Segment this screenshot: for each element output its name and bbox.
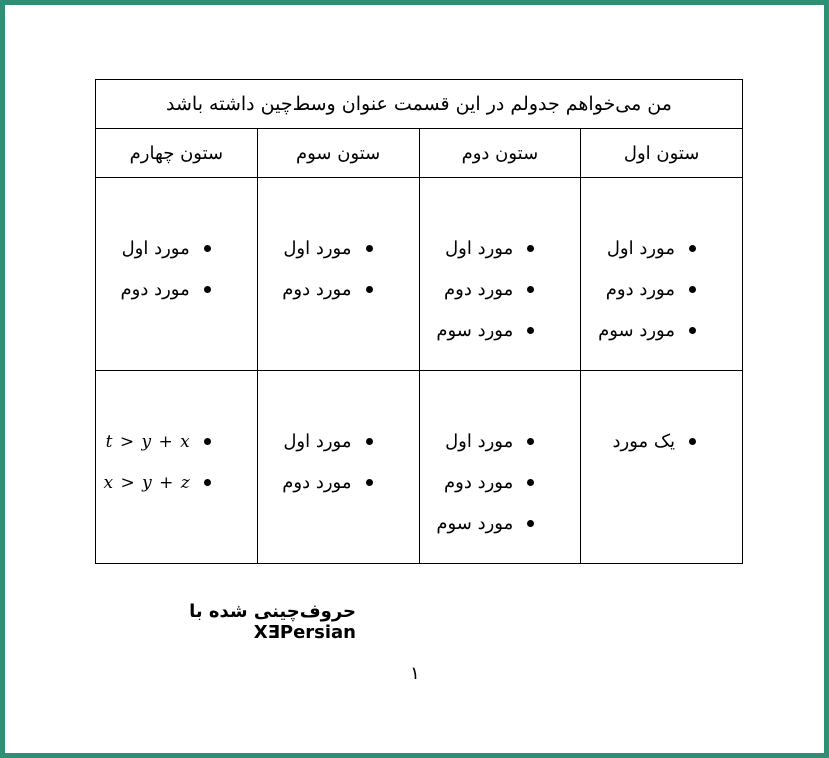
list-item (96, 269, 257, 310)
table-cell (419, 178, 581, 371)
list-item-text: مورد اول (121, 238, 190, 259)
list-item-text: مورد سوم (436, 320, 514, 341)
list-item (581, 228, 742, 269)
typeset-credit (96, 601, 356, 643)
table-row (96, 371, 743, 564)
table-cell (96, 178, 258, 371)
table-cell (581, 178, 743, 371)
bullet-icon (204, 479, 211, 486)
list-item-text: مورد دوم (282, 472, 352, 493)
bullet-icon (204, 286, 211, 293)
list-item-text: مورد سوم (598, 320, 675, 341)
bullet-list (581, 371, 742, 462)
list-item-text: مورد اول (283, 238, 352, 259)
list-item (581, 310, 742, 351)
bullet-list (581, 178, 742, 351)
bullet-icon (204, 438, 211, 445)
list-item (258, 228, 419, 269)
list-item (96, 421, 257, 462)
list-item (420, 269, 581, 310)
table-row (96, 178, 743, 371)
table-cell (419, 371, 581, 564)
bullet-list (420, 178, 581, 351)
bullet-list (258, 178, 419, 310)
bullet-icon (366, 438, 373, 445)
list-item (258, 269, 419, 310)
list-item (581, 421, 742, 462)
list-item-text: مورد سوم (436, 513, 514, 534)
list-item-text: مورد اول (606, 238, 675, 259)
bullet-icon (689, 245, 696, 252)
math-expression: t > y + x (105, 431, 190, 452)
xepersian-logo: XƎPersian (253, 622, 356, 643)
math-expression: x > y + z (103, 472, 190, 493)
bullet-icon (527, 245, 534, 252)
bullet-icon (689, 327, 696, 334)
bullet-icon (689, 286, 696, 293)
list-item-text: مورد اول (283, 431, 352, 452)
bullet-list (420, 371, 581, 544)
bullet-icon (527, 520, 534, 527)
header-col-4: ستون چهارم (96, 129, 258, 178)
page-number: ۱ (410, 663, 420, 684)
table-cell (257, 178, 419, 371)
title-row (96, 80, 743, 129)
bullet-list (96, 178, 257, 310)
header-col-3: ستون سوم (257, 129, 419, 178)
list-item (420, 310, 581, 351)
header-row (96, 129, 743, 178)
list-item-text: مورد اول (445, 238, 514, 259)
list-item-text: مورد دوم (444, 279, 514, 300)
bullet-icon (527, 327, 534, 334)
list-item (420, 462, 581, 503)
list-item (96, 228, 257, 269)
list-item-text: مورد دوم (605, 279, 675, 300)
table-title: من می‌خواهم جدولم در این قسمت عنوان وسط‌چین داشته باشد (96, 80, 743, 129)
list-item (420, 228, 581, 269)
list-item-text: مورد دوم (282, 279, 352, 300)
bullet-icon (527, 479, 534, 486)
typeset-credit-text: حروف‌چینی شده با (189, 601, 356, 622)
table-cell (96, 371, 258, 564)
list-item (581, 269, 742, 310)
table-cell (581, 371, 743, 564)
list-item-text: مورد دوم (120, 279, 190, 300)
bullet-icon (204, 245, 211, 252)
table-cell (257, 371, 419, 564)
list-item (258, 462, 419, 503)
list-item-text: مورد دوم (444, 472, 514, 493)
list-item (96, 462, 257, 503)
bullet-icon (366, 245, 373, 252)
list-item-text: یک مورد (612, 431, 675, 452)
header-col-2: ستون دوم (419, 129, 581, 178)
list-item-text: مورد اول (445, 431, 514, 452)
bullet-list (96, 371, 257, 503)
list-item (420, 503, 581, 544)
list-item (420, 421, 581, 462)
content-table (95, 79, 743, 564)
bullet-icon (527, 438, 534, 445)
header-col-1: ستون اول (581, 129, 743, 178)
list-item (258, 421, 419, 462)
bullet-list (258, 371, 419, 503)
bullet-icon (689, 438, 696, 445)
bullet-icon (366, 286, 373, 293)
bullet-icon (527, 286, 534, 293)
bullet-icon (366, 479, 373, 486)
